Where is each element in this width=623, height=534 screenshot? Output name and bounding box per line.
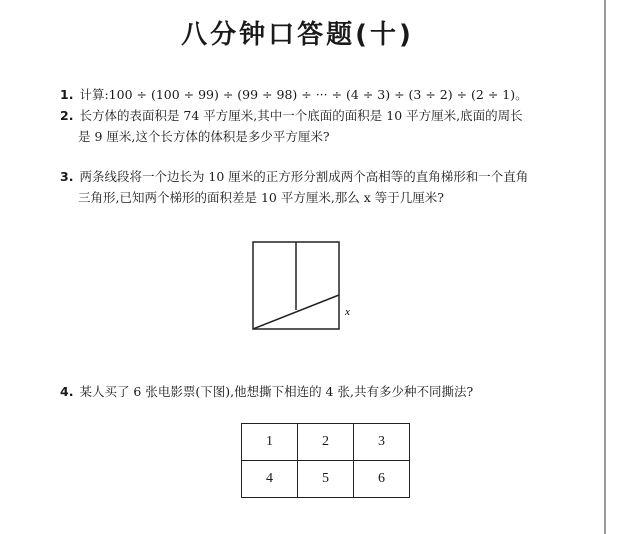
problem-text-line: 长方体的表面积是 74 平方厘米,其中一个底面的面积是 10 平方厘米,底面的周长 xyxy=(79,108,523,123)
problem-1 xyxy=(60,84,575,105)
page-title: 八分钟口答题(十) xyxy=(181,20,414,50)
problem-text-line: 计算:100 ÷ (100 ÷ 99) ÷ (99 ÷ 98) ÷ ··· ÷ (4 ÷ 3) ÷ (3 ÷ 2) ÷ (2 ÷ 1)。 xyxy=(79,87,528,102)
x-label: x xyxy=(345,306,350,318)
problem-number: 3. xyxy=(60,169,74,184)
square-division-figure xyxy=(248,238,358,336)
problem-text-line: 某人买了 6 张电影票(下图),他想撕下相连的 4 张,共有多少种不同撕法? xyxy=(79,384,474,399)
ticket-row xyxy=(242,424,410,461)
scan-edge-line xyxy=(604,0,606,534)
ticket-cell: 6 xyxy=(354,461,410,498)
problem-number: 2. xyxy=(60,108,74,123)
problem-text-line: 三角形,已知两个梯形的面积差是 10 平方厘米,那么 x 等于几厘米? xyxy=(78,190,444,205)
problem-2 xyxy=(60,105,575,147)
movie-tickets-grid xyxy=(241,423,410,498)
problem-text-line: 是 9 厘米,这个长方体的体积是多少平方厘米? xyxy=(78,129,330,144)
ticket-cell: 2 xyxy=(298,424,354,461)
problem-4 xyxy=(60,381,575,402)
ticket-cell: 1 xyxy=(242,424,298,461)
problem-number: 1. xyxy=(60,87,74,102)
problem-number: 4. xyxy=(60,384,74,399)
problem-text-line: 两条线段将一个边长为 10 厘米的正方形分割成两个高相等的直角梯形和一个直角 xyxy=(79,169,529,184)
problem-3 xyxy=(60,166,575,208)
ticket-row xyxy=(242,461,410,498)
ticket-cell: 4 xyxy=(242,461,298,498)
ticket-cell: 5 xyxy=(298,461,354,498)
ticket-cell: 3 xyxy=(354,424,410,461)
